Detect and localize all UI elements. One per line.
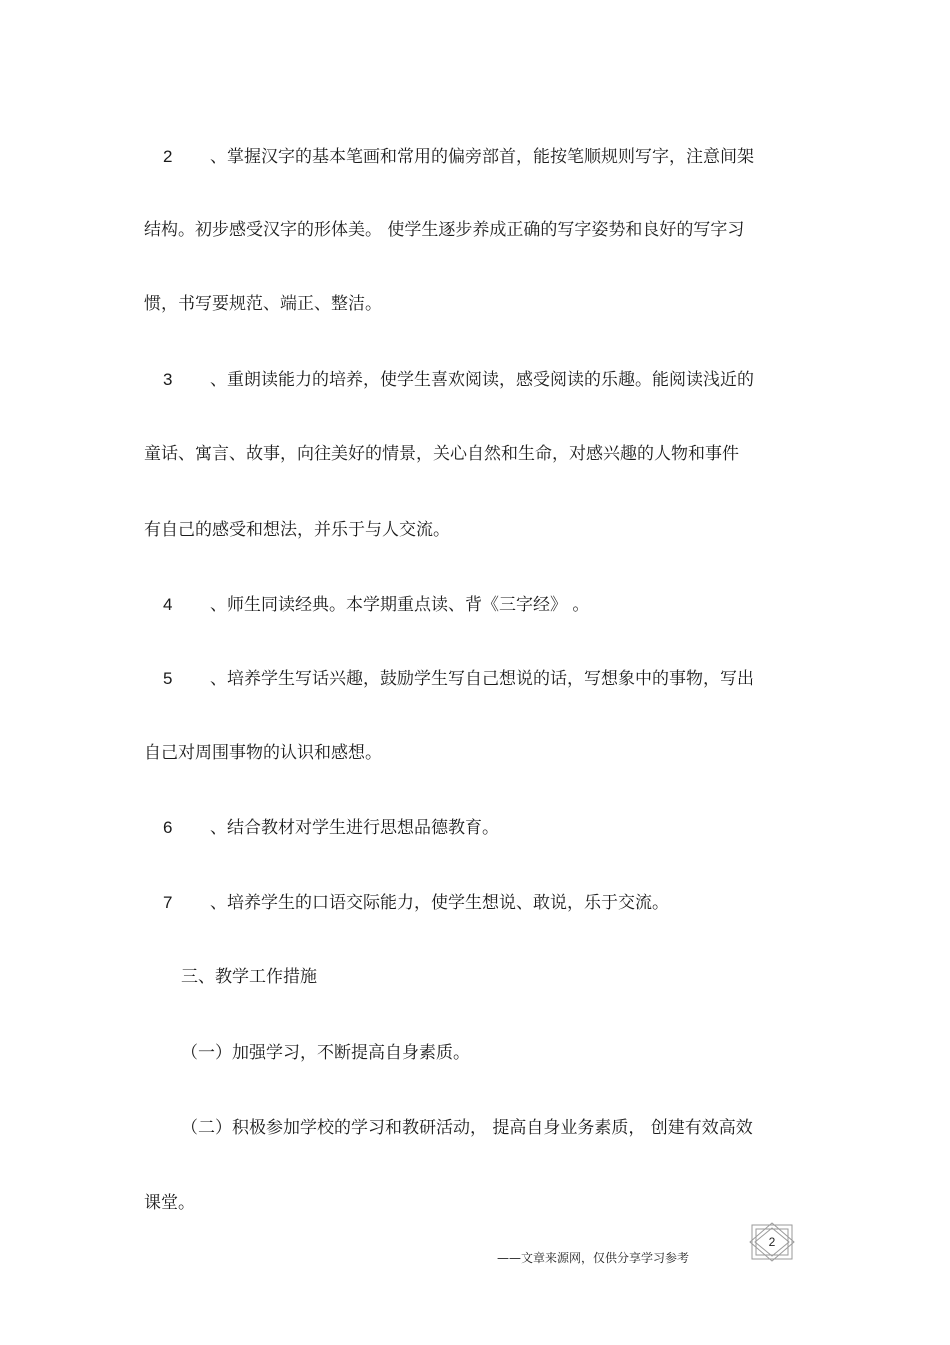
line-text: 、师生同读经典。本学期重点读、背《三字经》 。 bbox=[210, 595, 590, 615]
text-line-item-2-2 bbox=[144, 219, 744, 241]
text-line-item-5-1 bbox=[163, 668, 754, 690]
line-text: 自己对周围事物的认识和感想。 bbox=[144, 743, 382, 763]
list-number: 4 bbox=[163, 595, 173, 614]
text-line-item-5-2 bbox=[144, 742, 382, 764]
text-line-item-3-3 bbox=[144, 519, 450, 541]
line-text: （一）加强学习，不断提高自身素质。 bbox=[181, 1043, 470, 1063]
page-number-badge bbox=[749, 1222, 795, 1262]
text-line-item-6-1 bbox=[163, 817, 499, 839]
text-line-item-3-1 bbox=[163, 369, 754, 391]
text-line-item-3-2 bbox=[144, 443, 739, 465]
text-line-item-2-3 bbox=[144, 293, 382, 315]
line-text: 、培养学生写话兴趣，鼓励学生写自己想说的话，写想象中的事物，写出 bbox=[210, 669, 754, 689]
source-footer-note: ——文章来源网，仅供分享学习参考 bbox=[497, 1251, 690, 1265]
list-number: 3 bbox=[163, 370, 173, 389]
text-line-measure-2-1 bbox=[181, 1117, 753, 1139]
line-text: 、培养学生的口语交际能力，使学生想说、敢说，乐于交流。 bbox=[210, 893, 669, 913]
line-text: 童话、寓言、故事，向往美好的情景，关心自然和生命，对感兴趣的人物和事件 bbox=[144, 444, 739, 464]
line-text: 课堂。 bbox=[144, 1193, 195, 1213]
text-line-item-4-1 bbox=[163, 594, 589, 616]
line-text: 三、教学工作措施 bbox=[181, 967, 317, 987]
list-number: 2 bbox=[163, 147, 173, 166]
text-line-measure-2-2 bbox=[144, 1192, 195, 1214]
line-text: 惯，书写要规范、端正、整洁。 bbox=[144, 294, 382, 314]
section-heading bbox=[181, 966, 317, 988]
list-number: 6 bbox=[163, 818, 173, 837]
line-text: 结构。初步感受汉字的形体美。 使学生逐步养成正确的写字姿势和良好的写字习 bbox=[144, 220, 745, 240]
line-text: 、结合教材对学生进行思想品德教育。 bbox=[210, 818, 499, 838]
list-number: 7 bbox=[163, 893, 173, 912]
text-line-item-2-1 bbox=[163, 146, 754, 168]
line-text: 、掌握汉字的基本笔画和常用的偏旁部首，能按笔顺规则写字，注意间架 bbox=[210, 147, 754, 167]
line-text: 有自己的感受和想法，并乐于与人交流。 bbox=[144, 520, 450, 540]
line-text: （二）积极参加学校的学习和教研活动， 提高自身业务素质， 创建有效高效 bbox=[181, 1118, 753, 1138]
page-number: 2 bbox=[768, 1235, 776, 1249]
text-line-item-7-1 bbox=[163, 892, 669, 914]
text-line-measure-1 bbox=[181, 1042, 470, 1064]
list-number: 5 bbox=[163, 669, 173, 688]
line-text: 、重朗读能力的培养，使学生喜欢阅读，感受阅读的乐趣。能阅读浅近的 bbox=[210, 370, 754, 390]
